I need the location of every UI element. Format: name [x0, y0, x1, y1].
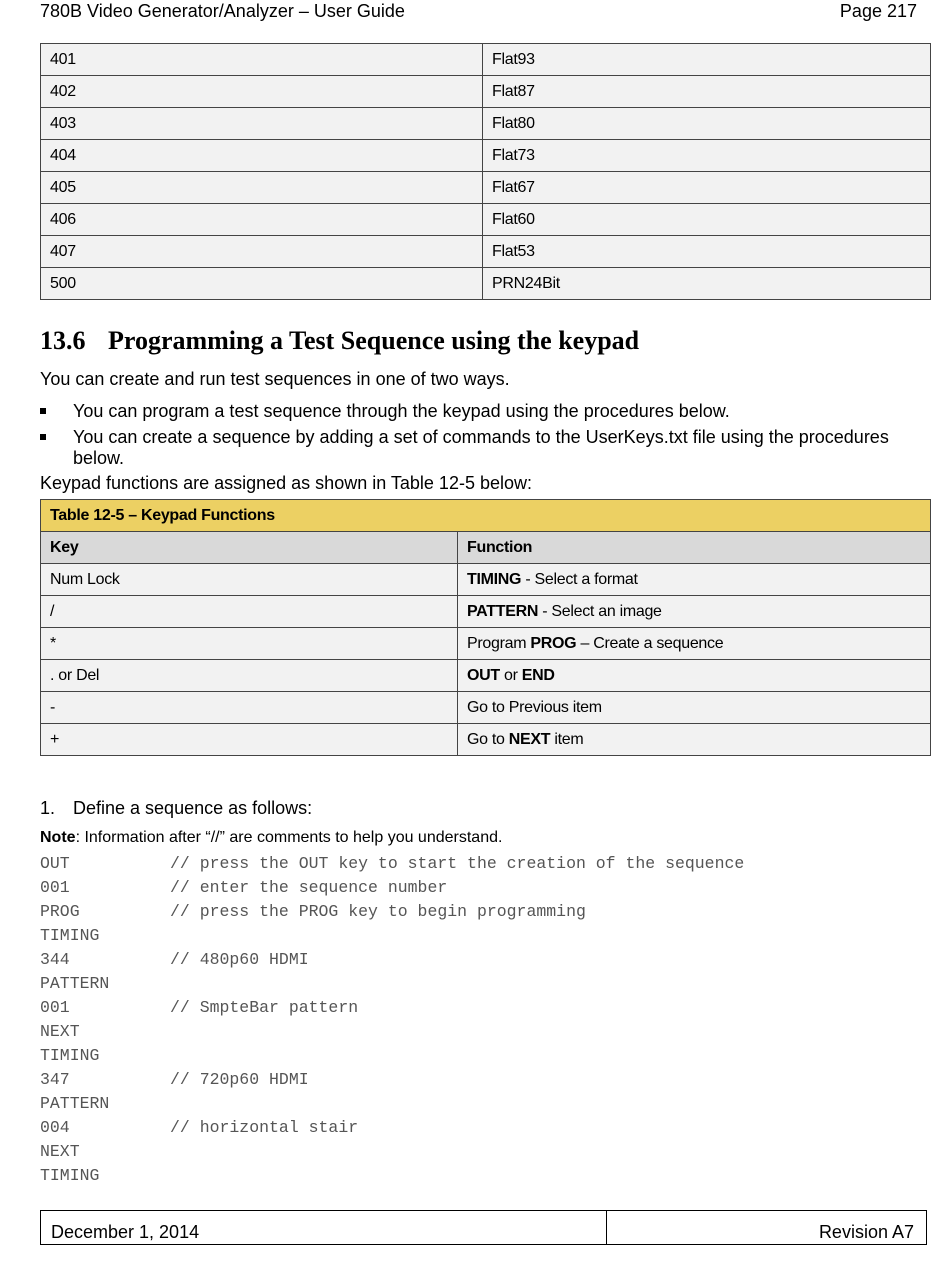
table-row [41, 724, 931, 756]
code-command: NEXT [40, 1142, 80, 1161]
table-row [41, 268, 931, 300]
pattern-name-cell: Flat80 [483, 108, 931, 140]
key-cell: + [41, 724, 458, 756]
table-row [41, 628, 931, 660]
column-header-function: Function [458, 532, 931, 564]
page-number: Page 217 [839, 1, 917, 21]
function-text: END [521, 666, 555, 684]
function-text: Go to Previous item [467, 698, 602, 716]
column-header-key: Key [41, 532, 458, 564]
function-text: item [550, 730, 584, 748]
table-row [41, 108, 931, 140]
function-cell [458, 692, 931, 724]
pattern-name-cell: PRN24Bit [483, 268, 931, 300]
pattern-name-cell: Flat53 [483, 236, 931, 268]
code-command: PATTERN [40, 1094, 110, 1113]
bullet-icon [40, 434, 46, 440]
footer-revision: Revision A7 [818, 1222, 914, 1242]
bullet-item [40, 427, 910, 469]
function-text: or [499, 666, 522, 684]
key-cell: . or Del [41, 660, 458, 692]
key-cell: * [41, 628, 458, 660]
table-row [41, 596, 931, 628]
function-text: – Create a sequence [576, 634, 724, 652]
section-heading [40, 326, 639, 356]
code-comment: // SmpteBar pattern [170, 998, 359, 1017]
function-text: TIMING [467, 570, 522, 588]
function-text: - Select an image [538, 602, 662, 620]
table-caption: Table 12-5 – Keypad Functions [41, 500, 931, 532]
section-title: Programming a Test Sequence using the keypad [108, 326, 640, 355]
pattern-name-cell: Flat60 [483, 204, 931, 236]
header-title: 780B Video Generator/Analyzer – User Guide [40, 1, 405, 21]
pattern-number-cell: 404 [41, 140, 483, 172]
function-text: - Select a format [521, 570, 638, 588]
flat-pattern-table [40, 43, 931, 300]
keypad-functions-table [40, 499, 931, 756]
code-line [40, 1044, 744, 1068]
function-text: Go to [467, 730, 509, 748]
section-number: 13.6 [40, 326, 86, 355]
code-comment: // 480p60 HDMI [170, 950, 309, 969]
note-text: : Information after “//” are comments to help you understand. [75, 829, 503, 846]
code-line [40, 852, 744, 876]
page-footer [40, 1210, 927, 1245]
code-line [40, 1068, 744, 1092]
intro-paragraph: You can create and run test sequences in one of two ways. [40, 369, 510, 389]
code-comment: // horizontal stair [170, 1118, 359, 1137]
code-line [40, 1116, 744, 1140]
function-text: Program [467, 634, 531, 652]
bullet-text: You can create a sequence by adding a set of commands to the UserKeys.txt file using the procedures below. [73, 427, 889, 468]
code-line [40, 972, 744, 996]
footer-divider [606, 1211, 607, 1244]
code-command: 344 [40, 950, 70, 969]
pattern-number-cell: 402 [41, 76, 483, 108]
function-text: OUT [467, 666, 500, 684]
code-line [40, 1140, 744, 1164]
function-text: PATTERN [467, 602, 539, 620]
keypad-intro: Keypad functions are assigned as shown in Table 12-5 below: [40, 473, 532, 493]
note-label: Note [40, 829, 76, 846]
code-line [40, 876, 744, 900]
function-cell [458, 564, 931, 596]
function-cell [458, 660, 931, 692]
code-line [40, 924, 744, 948]
code-command: 001 [40, 878, 70, 897]
code-command: NEXT [40, 1022, 80, 1041]
code-command: TIMING [40, 1046, 100, 1065]
code-command: OUT [40, 854, 70, 873]
table-row [41, 236, 931, 268]
code-line [40, 1020, 744, 1044]
table-row [41, 204, 931, 236]
table-row [41, 76, 931, 108]
code-comment: // enter the sequence number [170, 878, 448, 897]
table-row [41, 692, 931, 724]
code-command: PATTERN [40, 974, 110, 993]
function-text: PROG [530, 634, 577, 652]
table-row [41, 660, 931, 692]
table-row [41, 140, 931, 172]
pattern-number-cell: 407 [41, 236, 483, 268]
footer-date: December 1, 2014 [51, 1222, 200, 1242]
pattern-number-cell: 401 [41, 44, 483, 76]
function-cell [458, 628, 931, 660]
step-item [40, 798, 312, 819]
function-text: NEXT [508, 730, 551, 748]
pattern-name-cell: Flat87 [483, 76, 931, 108]
code-listing [40, 852, 744, 1188]
code-command: 347 [40, 1070, 70, 1089]
bullet-icon [40, 408, 46, 414]
step-text: Define a sequence as follows: [73, 798, 313, 818]
function-cell [458, 596, 931, 628]
function-cell [458, 724, 931, 756]
code-command: TIMING [40, 1166, 100, 1185]
bullet-text: You can program a test sequence through the keypad using the procedures below. [73, 401, 730, 421]
code-line [40, 996, 744, 1020]
pattern-number-cell: 500 [41, 268, 483, 300]
code-comment: // press the PROG key to begin programming [170, 902, 586, 921]
table-row [41, 172, 931, 204]
code-line [40, 1092, 744, 1116]
code-command: 001 [40, 998, 70, 1017]
pattern-name-cell: Flat93 [483, 44, 931, 76]
code-command: 004 [40, 1118, 70, 1137]
code-line [40, 900, 744, 924]
code-command: TIMING [40, 926, 100, 945]
code-command: PROG [40, 902, 80, 921]
step-number: 1. [40, 798, 56, 818]
pattern-number-cell: 406 [41, 204, 483, 236]
pattern-name-cell: Flat67 [483, 172, 931, 204]
pattern-number-cell: 403 [41, 108, 483, 140]
key-cell: - [41, 692, 458, 724]
key-cell: / [41, 596, 458, 628]
pattern-number-cell: 405 [41, 172, 483, 204]
table-row [41, 564, 931, 596]
key-cell: Num Lock [41, 564, 458, 596]
table-row [41, 44, 931, 76]
bullet-item [40, 401, 910, 422]
code-line [40, 1164, 744, 1188]
note [40, 829, 502, 847]
pattern-name-cell: Flat73 [483, 140, 931, 172]
code-comment: // press the OUT key to start the creation of the sequence [170, 854, 745, 873]
code-comment: // 720p60 HDMI [170, 1070, 309, 1089]
code-line [40, 948, 744, 972]
